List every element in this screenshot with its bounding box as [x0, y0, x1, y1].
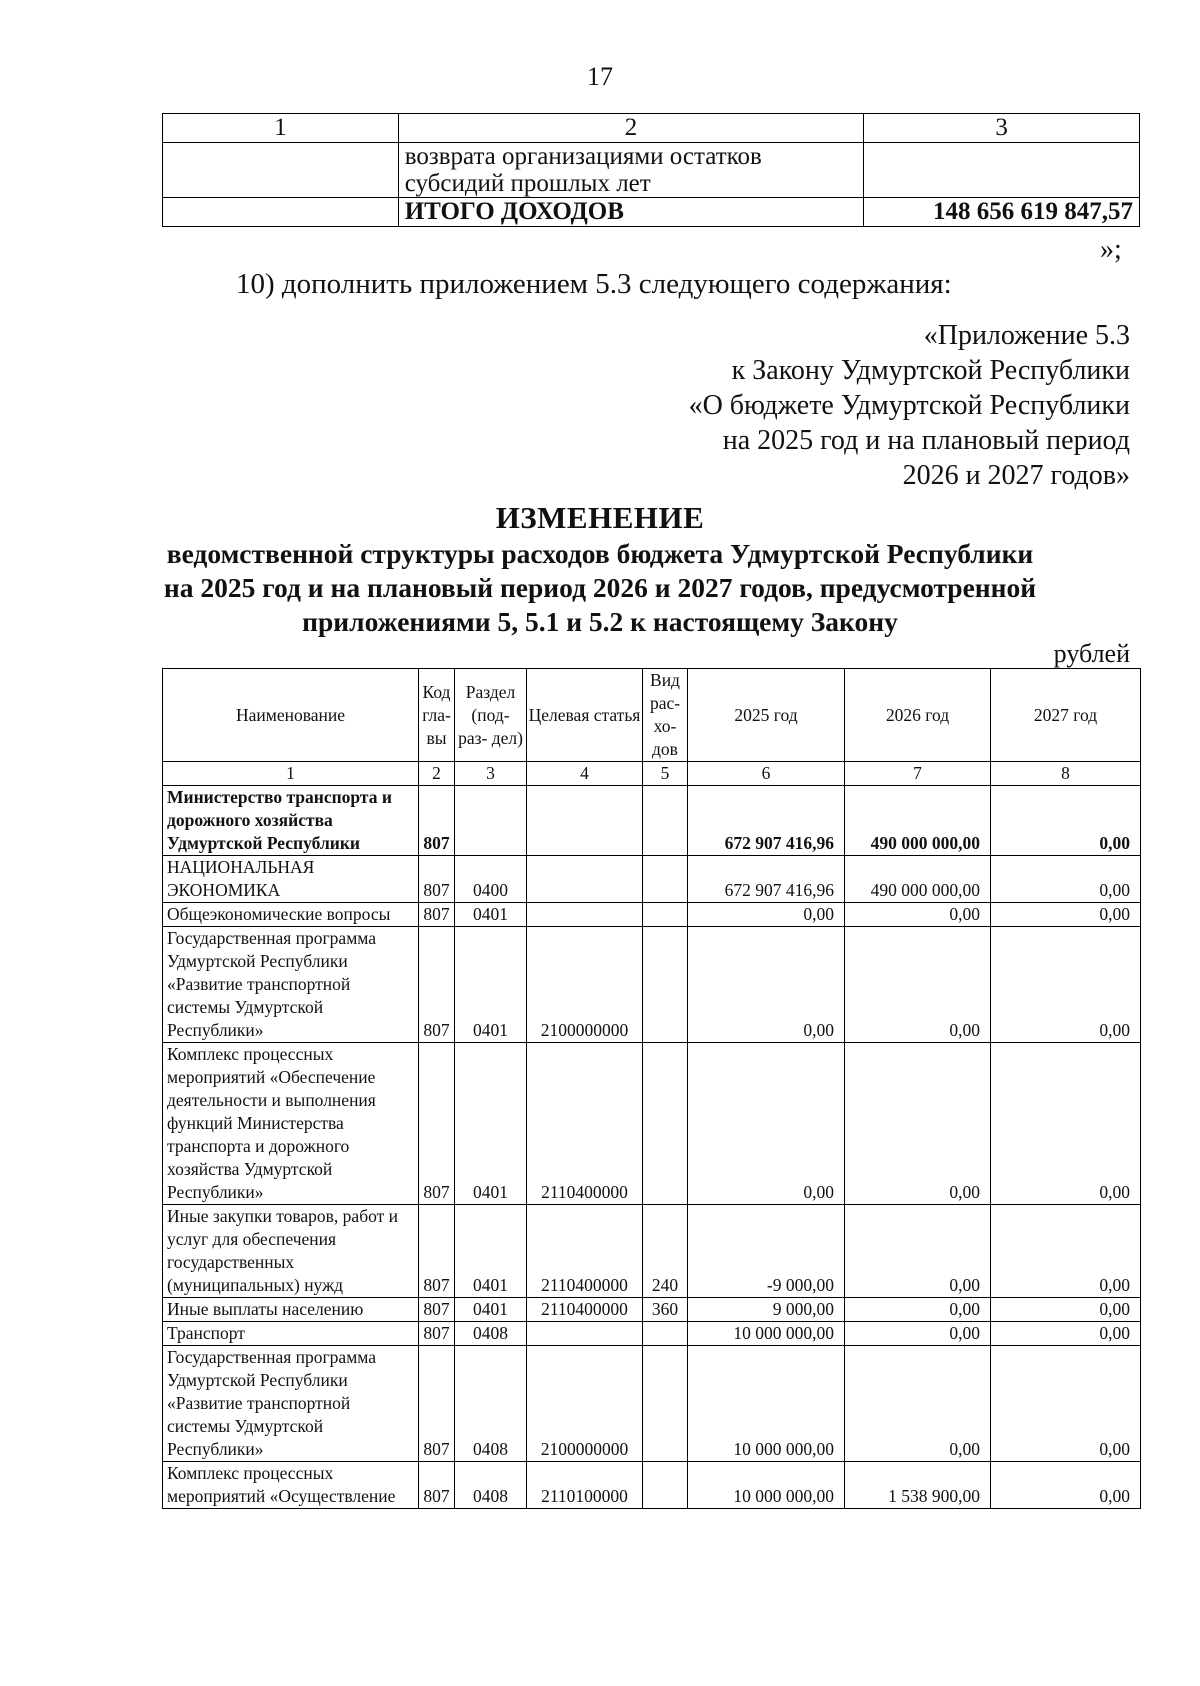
- index-cell: 6: [688, 762, 845, 786]
- row-expense-kind: [643, 1346, 688, 1462]
- row-target-article: 2100000000: [527, 927, 643, 1043]
- row-section: 0401: [455, 1205, 527, 1298]
- row-name: Иные закупки товаров, работ и услуг для обеспечения государственных (муниципальных) нужд: [163, 1205, 419, 1298]
- row-target-article: [527, 1322, 643, 1346]
- row-code: 807: [419, 903, 455, 927]
- row-amount-2025: 10 000 000,00: [688, 1462, 845, 1509]
- row-code: 807: [419, 1322, 455, 1346]
- row-code: 807: [419, 1298, 455, 1322]
- table-row: [163, 1298, 1141, 1322]
- row-name: Иные выплаты населению: [163, 1298, 419, 1322]
- total-label: ИТОГО ДОХОДОВ: [398, 198, 864, 227]
- row-amount-2026: 0,00: [845, 903, 991, 927]
- table-row: [163, 1322, 1141, 1346]
- appendix-line: «О бюджете Удмуртской Республики: [688, 390, 1130, 421]
- row-expense-kind: [643, 927, 688, 1043]
- index-cell: 3: [455, 762, 527, 786]
- document-title: ИЗМЕНЕНИЕ: [495, 500, 705, 535]
- units-label: рублей: [1053, 639, 1130, 668]
- row-section: 0401: [455, 903, 527, 927]
- empty-cell: [163, 198, 399, 227]
- table-header-row: [163, 114, 1140, 143]
- row-amount-2026: 1 538 900,00: [845, 1462, 991, 1509]
- row-expense-kind: [643, 1043, 688, 1205]
- row-amount-2025: -9 000,00: [688, 1205, 845, 1298]
- row-amount-2026: 490 000 000,00: [845, 786, 991, 856]
- row-name: Общеэкономические вопросы: [163, 903, 419, 927]
- header-cell-article: Целевая статья: [527, 669, 643, 762]
- document-subtitle: [100, 537, 1100, 639]
- table-body: [163, 786, 1141, 1509]
- row-name: Транспорт: [163, 1322, 419, 1346]
- row-amount-2025: 10 000 000,00: [688, 1346, 845, 1462]
- index-cell: 5: [643, 762, 688, 786]
- appendix-line: на 2025 год и на плановый период: [722, 425, 1130, 456]
- table-row: [163, 1043, 1141, 1205]
- row-code: 807: [419, 1462, 455, 1509]
- row-name: Государственная программа Удмуртской Республики «Развитие транспортной системы Удмуртской Республики»: [163, 927, 419, 1043]
- row-target-article: [527, 786, 643, 856]
- index-cell: 1: [163, 762, 419, 786]
- amendment-paragraph: 10) дополнить приложением 5.3 следующего содержания:: [236, 268, 952, 300]
- row-name: Министерство транспорта и дорожного хозяйства Удмуртской Республики: [163, 786, 419, 856]
- row-section: [455, 786, 527, 856]
- table-row: [163, 927, 1141, 1043]
- index-cell: 8: [991, 762, 1141, 786]
- row-amount-2027: 0,00: [991, 1205, 1141, 1298]
- closing-quote: »;: [1100, 234, 1122, 265]
- row-code: 807: [419, 856, 455, 903]
- row-expense-kind: [643, 1462, 688, 1509]
- row-target-article: [527, 856, 643, 903]
- appendix-line: к Закону Удмуртской Республики: [731, 355, 1130, 386]
- row-target-article: [527, 903, 643, 927]
- row-amount-2026: 0,00: [845, 927, 991, 1043]
- page-number: 17: [587, 62, 613, 91]
- subtitle-line: на 2025 год и на плановый период 2026 и 2027 годов, предусмотренной: [163, 572, 1037, 603]
- income-description: возврата организациями остатков субсидий прошлых лет: [398, 143, 864, 198]
- row-expense-kind: [643, 1322, 688, 1346]
- row-amount-2027: 0,00: [991, 786, 1141, 856]
- row-amount-2027: 0,00: [991, 903, 1141, 927]
- expenditure-structure-table: [162, 668, 1141, 1509]
- row-amount-2025: 0,00: [688, 1043, 845, 1205]
- table-row: [163, 856, 1141, 903]
- row-amount-2027: 0,00: [991, 1298, 1141, 1322]
- table-row: [163, 786, 1141, 856]
- row-section: 0408: [455, 1346, 527, 1462]
- row-amount-2025: 10 000 000,00: [688, 1322, 845, 1346]
- row-amount-2026: 0,00: [845, 1205, 991, 1298]
- row-amount-2027: 0,00: [991, 1322, 1141, 1346]
- row-expense-kind: 240: [643, 1205, 688, 1298]
- row-amount-2027: 0,00: [991, 1043, 1141, 1205]
- row-section: 0401: [455, 1043, 527, 1205]
- index-cell: 2: [419, 762, 455, 786]
- row-amount-2026: 0,00: [845, 1346, 991, 1462]
- header-cell-section: Раздел (под- раз- дел): [455, 669, 527, 762]
- table-row: [163, 143, 1140, 198]
- index-cell: 7: [845, 762, 991, 786]
- row-code: 807: [419, 927, 455, 1043]
- empty-cell: [163, 143, 399, 198]
- subtitle-line: приложениями 5, 5.1 и 5.2 к настоящему Закону: [302, 606, 898, 637]
- row-code: 807: [419, 1205, 455, 1298]
- appendix-reference: [689, 318, 1130, 493]
- table-header-row: [163, 669, 1141, 762]
- row-amount-2025: 0,00: [688, 903, 845, 927]
- row-expense-kind: [643, 903, 688, 927]
- row-section: 0408: [455, 1322, 527, 1346]
- row-amount-2026: 0,00: [845, 1322, 991, 1346]
- empty-cell: [864, 143, 1140, 198]
- total-value: 148 656 619 847,57: [864, 198, 1140, 227]
- row-amount-2025: 0,00: [688, 927, 845, 1043]
- row-amount-2026: 490 000 000,00: [845, 856, 991, 903]
- header-cell-code: Код гла- вы: [419, 669, 455, 762]
- header-cell-2026: 2026 год: [845, 669, 991, 762]
- index-cell: 4: [527, 762, 643, 786]
- column-index-row: [163, 762, 1141, 786]
- row-expense-kind: 360: [643, 1298, 688, 1322]
- row-amount-2027: 0,00: [991, 856, 1141, 903]
- row-code: 807: [419, 786, 455, 856]
- row-name: Государственная программа Удмуртской Республики «Развитие транспортной системы Удмуртской Республики»: [163, 1346, 419, 1462]
- row-code: 807: [419, 1346, 455, 1462]
- header-cell-2027: 2027 год: [991, 669, 1141, 762]
- row-expense-kind: [643, 786, 688, 856]
- row-target-article: 2110400000: [527, 1298, 643, 1322]
- total-row: [163, 198, 1140, 227]
- header-cell-name: Наименование: [163, 669, 419, 762]
- row-amount-2025: 672 907 416,96: [688, 856, 845, 903]
- table-row: [163, 1462, 1141, 1509]
- subtitle-line: ведомственной структуры расходов бюджета Удмуртской Республики: [166, 538, 1034, 569]
- table-row: [163, 903, 1141, 927]
- row-section: 0400: [455, 856, 527, 903]
- header-cell: 3: [864, 114, 1140, 143]
- appendix-line: 2026 и 2027 годов»: [902, 460, 1130, 491]
- header-cell: 2: [398, 114, 864, 143]
- row-amount-2027: 0,00: [991, 1346, 1141, 1462]
- appendix-line: «Приложение 5.3: [923, 320, 1130, 351]
- header-cell-kind: Вид рас- хо- дов: [643, 669, 688, 762]
- row-target-article: 2110100000: [527, 1462, 643, 1509]
- row-target-article: 2110400000: [527, 1043, 643, 1205]
- row-target-article: 2100000000: [527, 1346, 643, 1462]
- row-amount-2025: 9 000,00: [688, 1298, 845, 1322]
- row-name: Комплекс процессных мероприятий «Обеспечение деятельности и выполнения функций Министерства транспорта и дорожного хозяйства Удмуртской Республики»: [163, 1043, 419, 1205]
- income-table-continuation: [162, 113, 1140, 227]
- row-amount-2027: 0,00: [991, 927, 1141, 1043]
- header-cell-2025: 2025 год: [688, 669, 845, 762]
- row-expense-kind: [643, 856, 688, 903]
- row-amount-2026: 0,00: [845, 1298, 991, 1322]
- row-amount-2027: 0,00: [991, 1462, 1141, 1509]
- row-section: 0401: [455, 1298, 527, 1322]
- table-row: [163, 1205, 1141, 1298]
- table-row: [163, 1346, 1141, 1462]
- row-section: 0401: [455, 927, 527, 1043]
- header-cell: 1: [163, 114, 399, 143]
- row-amount-2026: 0,00: [845, 1043, 991, 1205]
- row-section: 0408: [455, 1462, 527, 1509]
- row-amount-2025: 672 907 416,96: [688, 786, 845, 856]
- row-target-article: 2110400000: [527, 1205, 643, 1298]
- row-name: Комплекс процессных мероприятий «Осуществление: [163, 1462, 419, 1509]
- row-name: НАЦИОНАЛЬНАЯ ЭКОНОМИКА: [163, 856, 419, 903]
- row-code: 807: [419, 1043, 455, 1205]
